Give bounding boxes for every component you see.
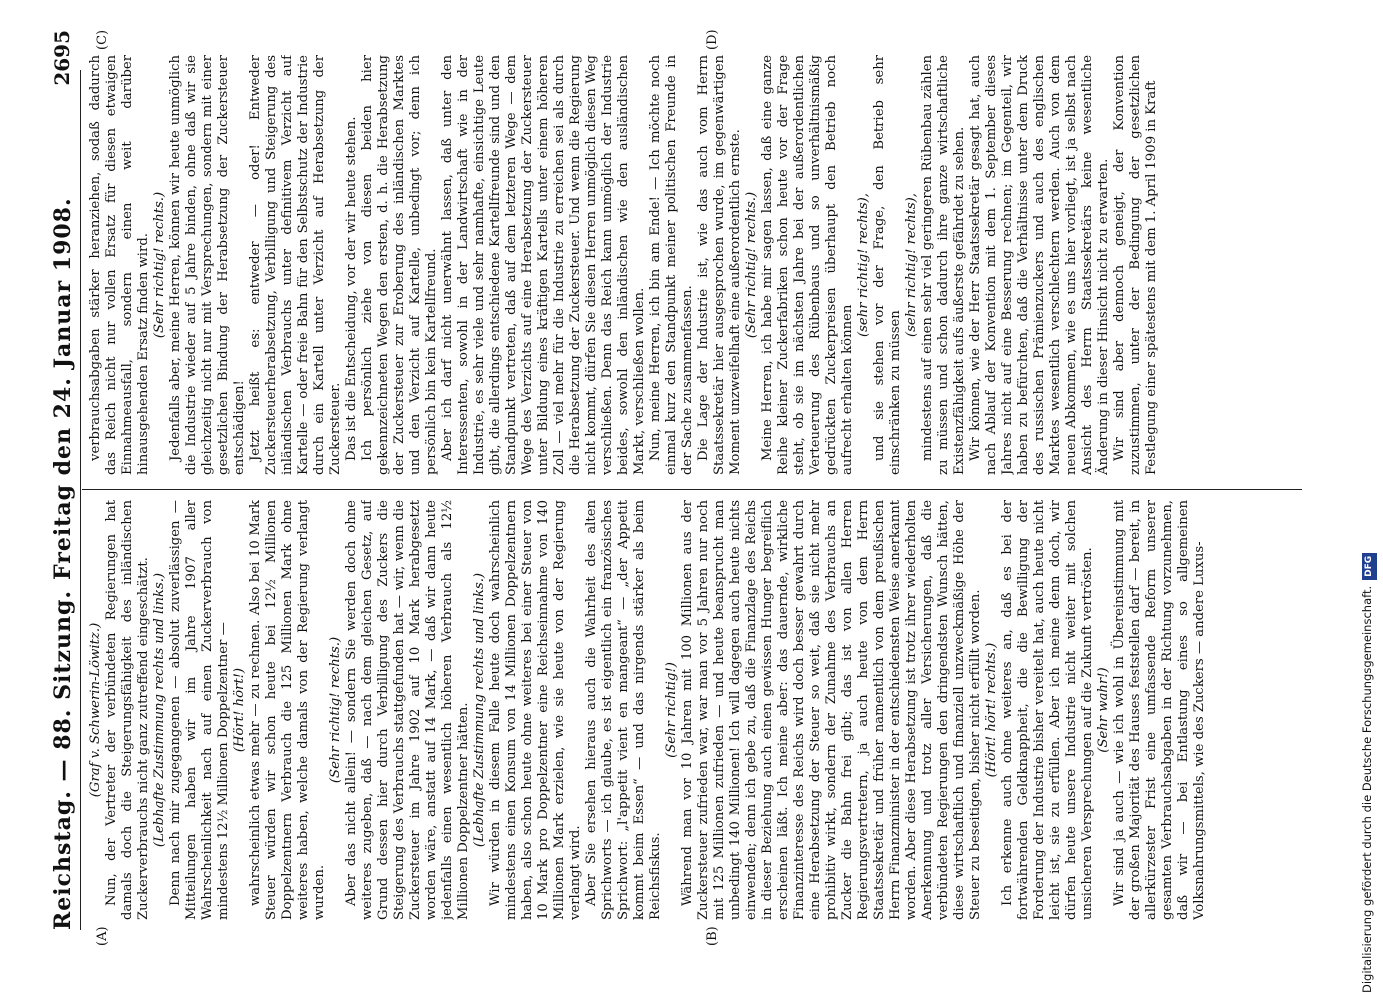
paragraph: Die Lage der Industrie ist, wie das auch vom Herrn Staatssekretär hier ausgesprochen wurde, im gegenwärtigen Moment unzweifelhaft eine außerordentlich ernste. [696, 55, 743, 475]
paragraph: Aber ich darf nicht unerwähnt lassen, daß unter den Interessenten, sowohl in der Landwirtschaft wie in der Industrie, es sehr viele und sehr namhafte, einsichtige Leute gibt, die allerdings entschiedene Kartellfreunde sind und den Standpunkt vertreten, daß auf dem letzteren Wege — dem Wege des Verzichts auf eine Herabsetzung der Zuckersteuer unter Bildung eines kräftigen Kartells unter einem höheren Zoll — viel mehr für die Industrie zu erreichen sei als durch die Herabsetzung der Zuckersteuer. Und wenn die Regierung nicht kommt, dürfen Sie diesen Herren unmöglich diesen Weg verschließen. Denn das Reich kann unmöglich der Industrie beides, sowohl den inländischen wie den ausländischen Markt, verschließen wollen. [440, 55, 647, 475]
paragraph: Ich erkenne auch ohne weiteres an, daß es bei der fortwährenden Geldknappheit, die die Bewilligung der Forderung der Industrie bisher vereitelt hat, auch heute nicht leicht ist, sie zu erfüllen. Aber ich meine denn doch, wir dürfen heute unsere Industrie nicht weiter mit solchen unsicheren Versprechungen auf die Zukunft vertrösten. [1000, 500, 1095, 920]
left-text-column [88, 500, 1303, 920]
paragraph: Jetzt heißt es: entweder — oder! Entweder Zuckersteuerherabsetzung, Verbilligung und Steigerung des inländischen Verbrauchs unter definitivem Verzicht auf Kartelle — oder freie Bahn für den Selbstschutz der Industrie durch ein Kartell unter Verzicht auf Herabsetzung der Zuckersteuer. [248, 55, 343, 475]
interjection: (Lebhafte Zustimmung rechts und links.) [472, 572, 487, 848]
paragraph: mindestens auf einen sehr viel geringeren Rübenbau zählen zu müssen und schon dadurch ihre ganze wirtschaftliche Existenzfähigkeit aufs äußerste gefährdet zu sehen. [920, 55, 967, 475]
paragraph: Meine Herren, ich habe mir sagen lassen, daß eine ganze Reihe kleiner Zuckerfabriken schon heute vor der Frage steht, ob sie im nächsten Jahre bei der außerordentlichen Verteuerung des Rübenbaus und so unverhältnismäßig gedrückten Zuckerpreisen überhaupt den Betrieb noch aufrecht erhalten können [760, 55, 855, 475]
paragraph: Jedenfalls aber, meine Herren, können wir heute unmöglich die Industrie wieder auf 5 Jahre binden, ohne daß wir sie gleichzeitig nicht nur mit Versprechungen, sondern mit einer gesetzlichen Bindung der Herabsetzung der Zuckersteuer entschädigen! [168, 55, 247, 475]
paragraph: Denn nach mir zugegangenen — absolut zuverlässigen — Mitteilungen haben wir im Jahre 1907 aller Wahrscheinlichkeit nach auf einen Zuckerverbrauch von mindestens 12½ Millionen Doppelzentner — [168, 500, 231, 920]
column-divider [82, 489, 1302, 490]
paragraph: und sie stehen vor der Frage, den Betrieb sehr einschränken zu müssen [872, 55, 903, 475]
paragraph: Nun, der Vertreter der verbündeten Regierungen hat damals doch die Steigerungsfähigkeit des inländischen Zuckerverbrauchs nicht ganz zutreffend eingeschätzt. [104, 500, 151, 920]
interjection: (Sehr richtig! rechts.) [328, 636, 343, 784]
right-text-column [88, 55, 1303, 475]
paragraph: Wir sind ja auch — wie ich wohl in Übereinstimmung mit der großen Majorität des Hauses feststellen darf — bereit, in allerkürzester Frist eine umfassende Reform unserer gesamten Verbrauchsabgaben in der Richtung vorzunehmen, daß wir — bei Entlastung eines so allgemeinen Volksnahrungsmittels, wie des Zuckers — andere Luxus- [1112, 500, 1207, 920]
paragraph: verbrauchsabgaben stärker heranziehen, sodaß dadurch das Reich nicht nur vollen Ersatz für diesen etwaigen Einnahmeausfall, sondern einen weit darüber hinausgehenden Ersatz finden wird. [88, 55, 151, 475]
margin-mark-d: (D) [705, 29, 720, 50]
sidebar-text: Digitalisierung gefördert durch die Deutsche Forschungsgemeinschaft. [1360, 585, 1374, 993]
page-header [40, 30, 80, 930]
interjection: (Hört! hört! rechts.) [984, 642, 999, 778]
interjection: (Sehr wahr!) [1096, 667, 1111, 753]
sidebar-note [1352, 8, 1382, 993]
page-number: 2695 [50, 30, 74, 86]
paragraph: Nun, meine Herren, ich bin am Ende! — Ich möchte noch einmal kurz den Standpunkt meiner politischen Freunde in der Sache zusammenfassen. [648, 55, 695, 475]
interjection: (Sehr richtig! rechts.) [744, 191, 759, 339]
interjection: (Sehr richtig! rechts.) [152, 191, 167, 339]
interjection: (sehr richtig! rechts), [856, 193, 871, 337]
interjection: (Graf v. Schwerin-Löwitz.) [88, 622, 103, 798]
interjection: (sehr richtig! rechts), [904, 193, 919, 337]
paragraph: Aber das nicht allein! — sondern Sie werden doch ohne weiteres zugeben, daß — nach dem gleichen Gesetz, auf Grund dessen hier durch Verbilligung des Zuckers die Steigerung des Verbrauchs stattgefunden hat — wir, wenn die Zuckersteuer im Jahre 1902 auf 10 Mark herabgesetzt worden wäre, anstatt auf 14 Mark, — daß wir dann heute jedenfalls einen wesentlich höheren Verbrauch als 12½ Millionen Doppelzentner hätten. [344, 500, 471, 920]
paragraph: Wir sind aber dennoch geneigt, der Konvention zuzustimmen, unter der Bedingung der gesetzlichen Festlegung einer spätestens mit dem 1. April 1909 in Kraft [1112, 55, 1159, 475]
paragraph: Wir können, wie der Herr Staatssekretär gesagt hat, auch nach Ablauf der Konvention mit dem 1. September dieses Jahres nicht auf eine Besserung rechnen; im Gegenteil, wir haben zu befürchten, daß die Verhältnisse unter dem Druck des russischen Prämienzuckers und auch des englischen Marktes wesentlich verschlechtern werden. Auch von dem neuen Abkommen, wie es uns hier vorliegt, ist ja selbst nach Ansicht des Herrn Staatssekretärs keine wesentliche Änderung in dieser Hinsicht nicht zu erwarten. [968, 55, 1111, 475]
interjection: (Sehr richtig!) [664, 662, 679, 758]
header-date: Freitag den 24. Januar 1908. [50, 197, 76, 580]
margin-mark-b: (B) [705, 926, 720, 946]
margin-mark-c: (C) [95, 29, 110, 50]
interjection: (Lebhafte Zustimmung rechts und links.) [152, 572, 167, 848]
digitization-sidebar [1352, 8, 1382, 993]
interjection: (Hört! hört!) [232, 667, 247, 753]
margin-mark-a: (A) [95, 926, 110, 946]
paragraph: Aber Sie ersehen hieraus auch die Wahrheit des alten Sprichworts — ich glaube, es ist eigentlich ein französisches Sprichwort: „l'appetit vient en mangeant“ — „der Appetit kommt beim Essen“ — und das nirgends stärker als beim Reichsfiskus. [584, 500, 663, 920]
paragraph: Wir würden in diesem Falle heute doch wahrscheinlich mindestens einen Konsum von 14 Millionen Doppelzentnern haben, also schon heute ohne weiteres bei einer Steuer von 10 Mark pro Doppelzentner eine Reichseinnahme von 140 Millionen Mark erzielen, wie sie heute von der Regierung verlangt wird. [488, 500, 583, 920]
paragraph: Während man vor 10 Jahren mit 100 Millionen aus der Zuckersteuer zufrieden war, war man vor 5 Jahren nur noch mit 125 Millionen zufrieden — und heute beansprucht man unbedingt 140 Millionen! Ich will dagegen auch heute nichts einwenden; denn ich gebe zu, daß die Finanzlage des Reichs in dieser Beziehung auch einen gewissen Hunger begreiflich erscheinen läßt. Ich meine aber: das dauernde, wirkliche Finanzinteresse des Reichs wird doch besser gewahrt durch eine Herabsetzung der Steuer so weit, daß sie nicht mehr prohibitiv wirkt, sondern der Zunahme des Verbrauchs an Zucker die Bahn frei gibt; das ist von allen Herren Regierungsvertretern, ja auch heute von dem Herrn Staatssekretär und früher namentlich von dem preußischen Herrn Finanzminister in der entschiedensten Weise anerkannt worden. Aber diese Herabsetzung ist trotz ihrer wiederholten Anerkennung und trotz aller Versicherungen, daß die verbündeten Regierungen den dringendsten Wunsch hätten, diese wirtschaftlich und finanziell unzweckmäßige Höhe der Steuer zu beseitigen, bisher nicht erfüllt worden. [680, 500, 983, 920]
paragraph: Das ist die Entscheidung, vor der wir heute stehen. [344, 116, 359, 461]
paragraph: Ich persönlich ziehe von diesen beiden hier gekennzeichneten Wegen den ersten, d. h. die Herabsetzung der Zuckersteuer zur Eroberung des inländischen Marktes und den Verzicht auf Kartelle, unbedingt vor; denn ich persönlich bin kein Kartellfreund. [360, 55, 439, 475]
dfg-logo: DFG [1362, 553, 1377, 580]
header-rule [80, 70, 81, 930]
paragraph: wahrscheinlich etwas mehr — zu rechnen. Also bei 10 Mark Steuer würden wir schon heute bei 12½ Millionen Doppelzentnern Verbrauch die 125 Millionen Mark ohne weiteres haben, welche damals von der Regierung verlangt wurden. [248, 500, 327, 920]
header-left-title: Reichstag. — 88. Sitzung. [50, 589, 76, 930]
